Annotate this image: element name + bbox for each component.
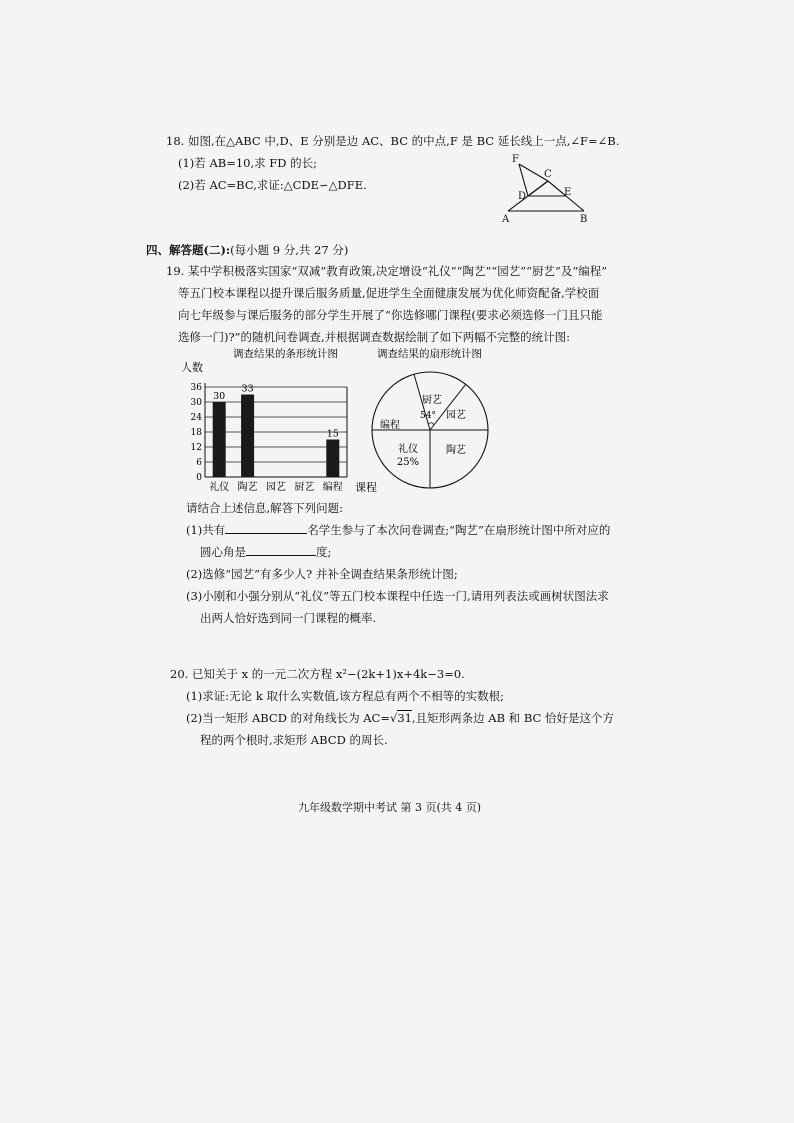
q19-part1-mid: 名学生参与了本次问卷调查;“陶艺”在扇形统计图中所对应的 bbox=[307, 523, 611, 537]
bar-value-label: 15 bbox=[326, 428, 339, 440]
bar-chart-title: 调查结果的条形统计图 bbox=[233, 348, 338, 360]
bar bbox=[326, 440, 339, 478]
pie-angle-label: 54° bbox=[420, 411, 436, 421]
pie-percent-label: 25% bbox=[396, 457, 420, 468]
label-a: A bbox=[502, 214, 510, 225]
sqrt-symbol: √ bbox=[389, 711, 398, 725]
q18-part2: (2)若 AC=BC,求证:△CDE∽△DFE. bbox=[178, 178, 367, 192]
pie-slice-label: 陶艺 bbox=[446, 445, 466, 456]
q20-part2-tail: ,且矩形两条边 AB 和 BC 恰好是这个方 bbox=[411, 711, 614, 725]
q19-part1-lead: (1)共有 bbox=[186, 523, 226, 537]
bar-chart-xlabel: 课程 bbox=[355, 481, 377, 494]
pie-chart-title: 调查结果的扇形统计图 bbox=[377, 348, 482, 360]
bar-value-label: 30 bbox=[213, 391, 226, 402]
q19-part3-line1: (3)小刚和小强分别从“礼仪”等五门校本课程中任选一门,请用列表法或画树状图法求 bbox=[186, 589, 609, 603]
x-tick-label: 陶艺 bbox=[237, 482, 258, 493]
q20-part1: (1)求证:无论 k 取什么实数值,该方程总有两个不相等的实数根; bbox=[186, 689, 504, 703]
answer-blank-angle[interactable] bbox=[246, 544, 316, 556]
q20-stem: 20. 已知关于 x 的一元二次方程 x²−(2k+1)x+4k−3=0. bbox=[170, 667, 465, 681]
label-b: B bbox=[580, 214, 588, 225]
label-e: E bbox=[564, 187, 572, 198]
x-tick-label: 编程 bbox=[322, 482, 343, 493]
q20-part2-line2: 程的两个根时,求矩形 ABCD 的周长. bbox=[200, 733, 388, 747]
section-note: (每小题 9 分,共 27 分) bbox=[230, 243, 349, 257]
bar bbox=[241, 395, 254, 478]
y-tick-label: 6 bbox=[196, 458, 202, 468]
section-title: 四、解答题(二): bbox=[146, 243, 231, 257]
x-tick-label: 礼仪 bbox=[209, 482, 230, 493]
q20-part2-line1 bbox=[186, 710, 614, 726]
bar-chart bbox=[175, 345, 385, 495]
q19-part3-line2: 出两人恰好选到同一门课程的概率. bbox=[200, 611, 377, 625]
q19-part1-tail: 度; bbox=[316, 545, 332, 559]
pie-slice-label: 礼仪 bbox=[398, 444, 418, 455]
y-tick-label: 24 bbox=[190, 413, 202, 423]
q19-line2: 等五门校本课程以提升课后服务质量,促进学生全面健康发展为优化师资配备,学校面 bbox=[178, 286, 600, 300]
y-tick-label: 18 bbox=[190, 428, 202, 438]
sqrt-value: 31 bbox=[397, 711, 412, 725]
label-c: C bbox=[544, 169, 552, 180]
q19-line1: 19. 某中学积极落实国家“双减”教育政策,决定增设“礼仪”“陶艺”“园艺”“厨艺”及“编程” bbox=[166, 264, 608, 278]
q19-part2: (2)选修“园艺”有多少人? 并补全调查结果条形统计图; bbox=[186, 567, 458, 581]
page-footer: 九年级数学期中考试 第 3 页(共 4 页) bbox=[298, 801, 482, 814]
label-f: F bbox=[512, 154, 519, 165]
pie-slice-label: 编程 bbox=[380, 420, 400, 431]
bar-chart-ylabel: 人数 bbox=[181, 361, 203, 374]
q19-instruction: 请结合上述信息,解答下列问题: bbox=[186, 501, 344, 515]
pie-slice-boundary bbox=[430, 384, 466, 430]
section-heading bbox=[146, 242, 348, 258]
pie-slice-label: 园艺 bbox=[446, 410, 466, 421]
y-tick-label: 12 bbox=[190, 443, 202, 453]
label-d: D bbox=[518, 191, 527, 202]
q19-part1-line1 bbox=[186, 522, 610, 538]
pie-slice-label: 厨艺 bbox=[422, 395, 442, 406]
x-tick-label: 厨艺 bbox=[294, 482, 315, 493]
q19-part1-angle-lead: 圆心角是 bbox=[200, 545, 246, 559]
y-tick-label: 30 bbox=[190, 398, 202, 408]
q18-part1: (1)若 AB=10,求 FD 的长; bbox=[178, 156, 318, 170]
y-tick-label: 36 bbox=[190, 383, 202, 393]
y-tick-label: 0 bbox=[196, 473, 202, 483]
q19-line3: 向七年级参与课后服务的部分学生开展了“你选修哪门课程(要求必须选修一门且只能 bbox=[178, 308, 603, 322]
q18-stem: 18. 如图,在△ABC 中,D、E 分别是边 AC、BC 的中点,F 是 BC 延长线上一点,∠F=∠B. bbox=[166, 134, 620, 148]
q20-part2-lead: (2)当一矩形 ABCD 的对角线长为 AC= bbox=[186, 711, 390, 725]
triangle-figure bbox=[496, 150, 596, 226]
pie-chart bbox=[366, 345, 506, 495]
answer-blank-total[interactable] bbox=[225, 522, 307, 534]
bar-value-label: 33 bbox=[241, 383, 254, 395]
q19-line4: 选修一门)?”的随机问卷调查,并根据调查数据绘制了如下两幅不完整的统计图: bbox=[178, 330, 571, 344]
x-tick-label: 园艺 bbox=[266, 482, 286, 493]
q19-part1-line2 bbox=[200, 544, 331, 560]
bar bbox=[213, 402, 226, 477]
